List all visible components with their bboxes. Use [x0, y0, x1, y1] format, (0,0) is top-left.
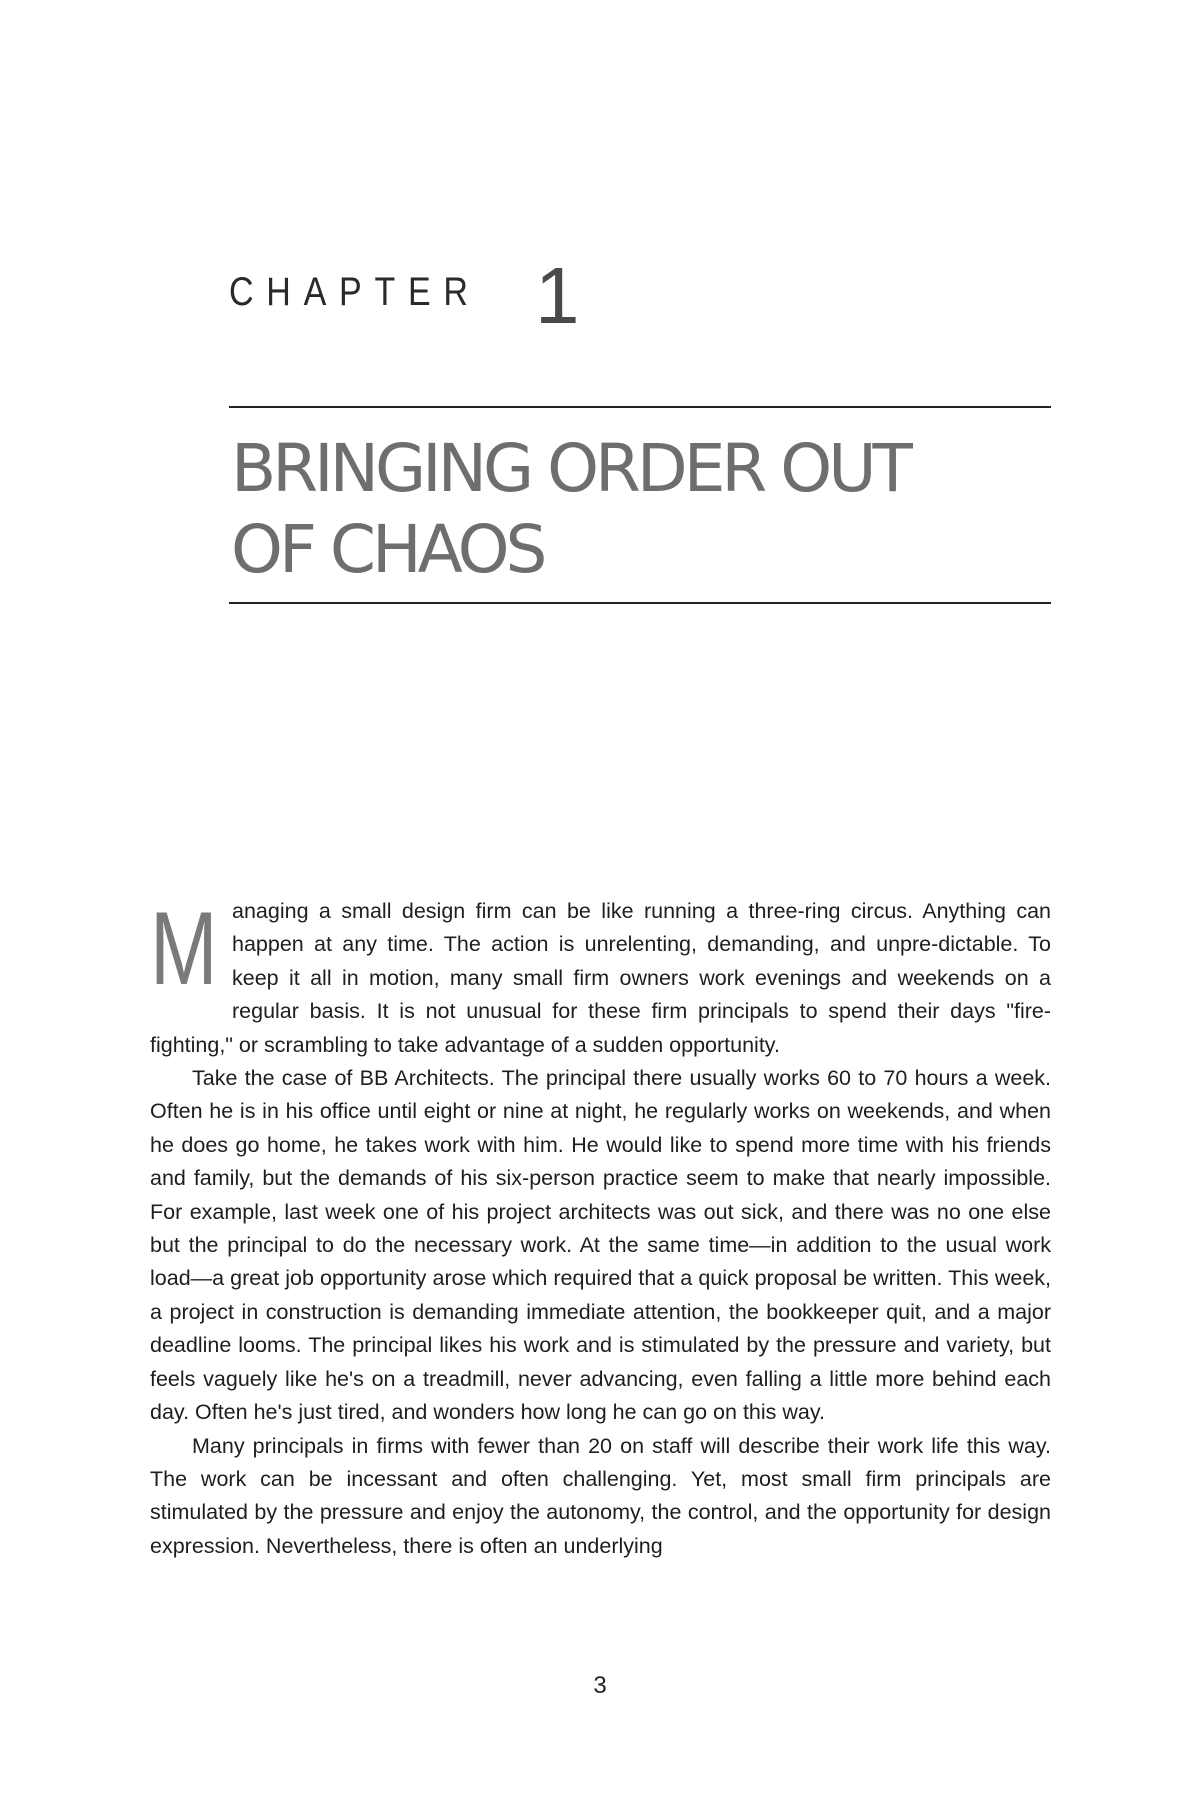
chapter-label: CHAPTER — [229, 270, 481, 314]
paragraph-2: Take the case of BB Architects. The principal there usually works 60 to 70 hours a week. Often he is in his office until eight or nine at night, he regularly works on weekends, and when he does go home, he takes work with him. He would like to spend more time with his friends and family, but the demands of his six-person practice seem to make that nearly impossible. For example, last week one of his project architects was out sick, and there was no one else but the principal to do the necessary work. At the same time—in addition to the usual work load—a great job opportunity arose which required that a quick proposal be written. This week, a project in construction is demanding immediate attention, the bookkeeper quit, and a major deadline looms. The principal likes his work and is stimulated by the pressure and variety, but feels vaguely like he's on a treadmill, never advancing, even falling a little more behind each day. Often he's just tired, and wonders how long he can go on this way. — [150, 1066, 1051, 1425]
title-top-rule — [229, 406, 1051, 408]
drop-cap: M — [150, 891, 218, 1007]
chapter-heading — [229, 251, 580, 340]
paragraph-3: Many principals in firms with fewer than 20 on staff will describe their work life this way. The work can be incessant and often challenging. Yet, most small firm principals are stimulated by the pressure and enjoy the autonomy, the control, and the opportunity for design expression. Nevertheless, there is often an underlying — [150, 1433, 1051, 1558]
paragraph-1 — [150, 891, 1051, 1062]
paragraph-1-text: anaging a small design firm can be like running a three-ring circus. Anything can happen at any time. The action is unrelenting, demanding, and unpre-dictable. To keep it all in motion, many small firm owners work evenings and weekends on a regular basis. It is not unusual for these firm principals to spend their days "fire-fighting," or scrambling to take advantage of a sudden opportunity. — [150, 899, 1051, 1057]
page-number: 3 — [593, 1672, 607, 1699]
chapter-number: 1 — [535, 251, 580, 340]
chapter-title — [231, 428, 1061, 590]
chapter-title-line-1: BRINGING ORDER OUT — [231, 430, 909, 507]
body-text — [150, 891, 1051, 1563]
chapter-title-line-2: OF CHAOS — [231, 511, 544, 588]
title-bottom-rule — [229, 602, 1051, 604]
